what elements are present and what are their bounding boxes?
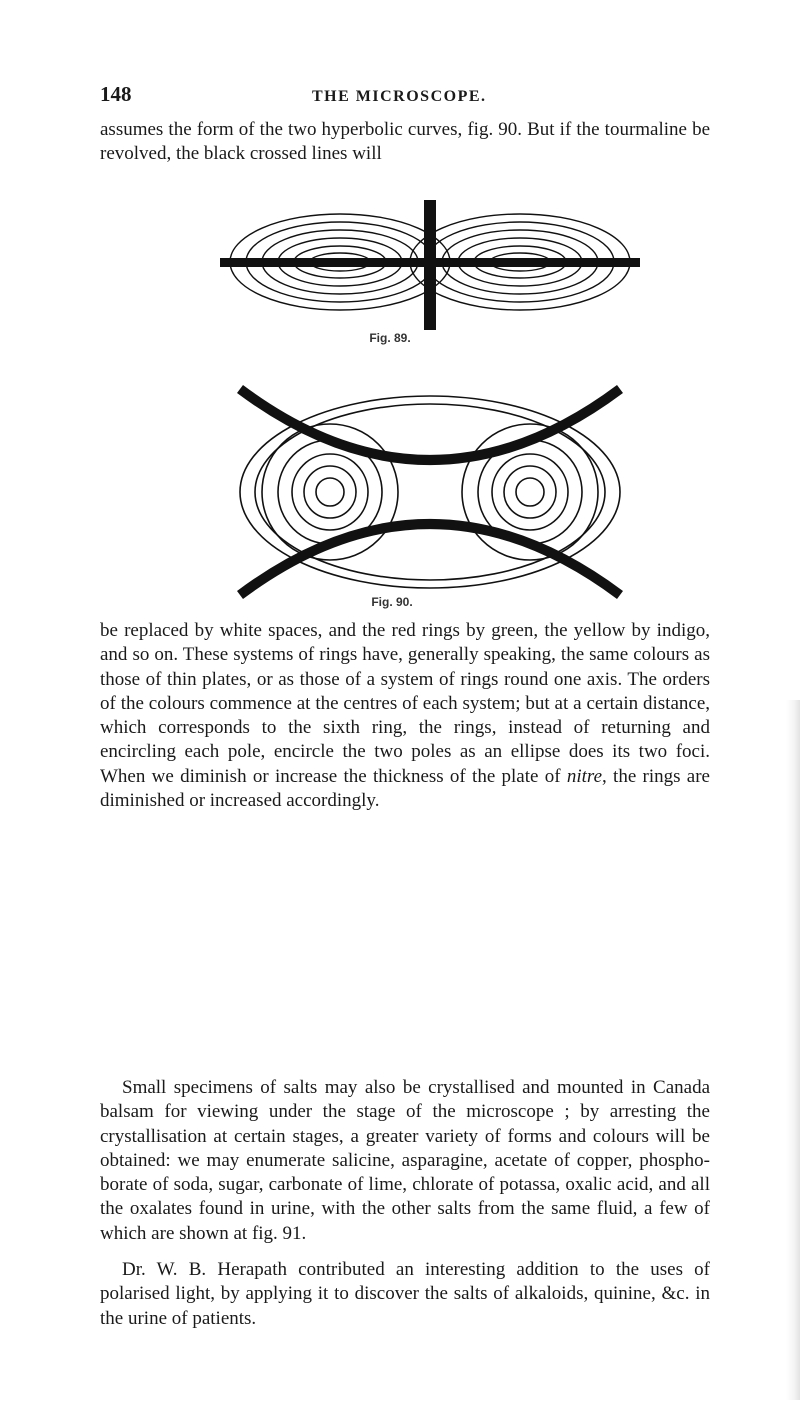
paragraph-2: [100, 619, 710, 813]
page-number: 148: [100, 82, 132, 106]
paragraph-2-italic: nitre: [566, 765, 603, 787]
figure-89-caption: Fig. 89.: [369, 331, 411, 345]
paragraph-2-text-b: , the rings are diminished or increased accordingly.: [100, 765, 710, 812]
figure-90-illustration: [200, 381, 660, 603]
figure-89-drawing: [200, 200, 660, 330]
page-edge-shadow: [786, 700, 800, 1400]
figure-89-illustration: [200, 200, 660, 330]
figure-90-drawing: [200, 381, 660, 603]
paragraph-1: assumes the form of the two hyperbolic curves, fig. 90. But if the tourmaline be revolved, the black crossed lines will: [100, 119, 710, 165]
running-title: THE MICROSCOPE.: [312, 88, 487, 105]
paragraph-3: Small specimens of salts may also be crystallised and mounted in Canada balsam for viewing under the stage of the microscope ; by arresting the crystallisation at certain stages, a greater variety of forms and colours will be obtained: we may enumerate salicine, asparagine, acetate of copper, phospho-borate of soda, sugar, carbonate of lime, chlorate of potassa, oxalic acid, and all the oxalates found in urine, with the other salts from the same fluid, a few of which are shown at fig. 91.: [100, 1077, 710, 1244]
paragraph-4: Dr. W. B. Herapath contributed an interesting addition to the uses of polarised light, by applying it to discover the salts of alkaloids, quinine, &c. in the urine of patients.: [100, 1259, 710, 1329]
paragraph-2-text-a: be replaced by white spaces, and the red rings by green, the yellow by indigo, and so on. These systems of rings have, generally speaking, the same colours as those of thin plates, or as those of a system of rings round one axis. The orders of the colours commence at the centres of each system; but at a certain distance, which corresponds to the sixth ring, the rings, instead of returning and encircling each pole, encircle the two poles as an ellipse does its two foci. When we diminish or increase the thickness of the plate of: [100, 620, 710, 787]
figure-90-caption: Fig. 90.: [371, 595, 413, 609]
running-head: [0, 82, 800, 122]
